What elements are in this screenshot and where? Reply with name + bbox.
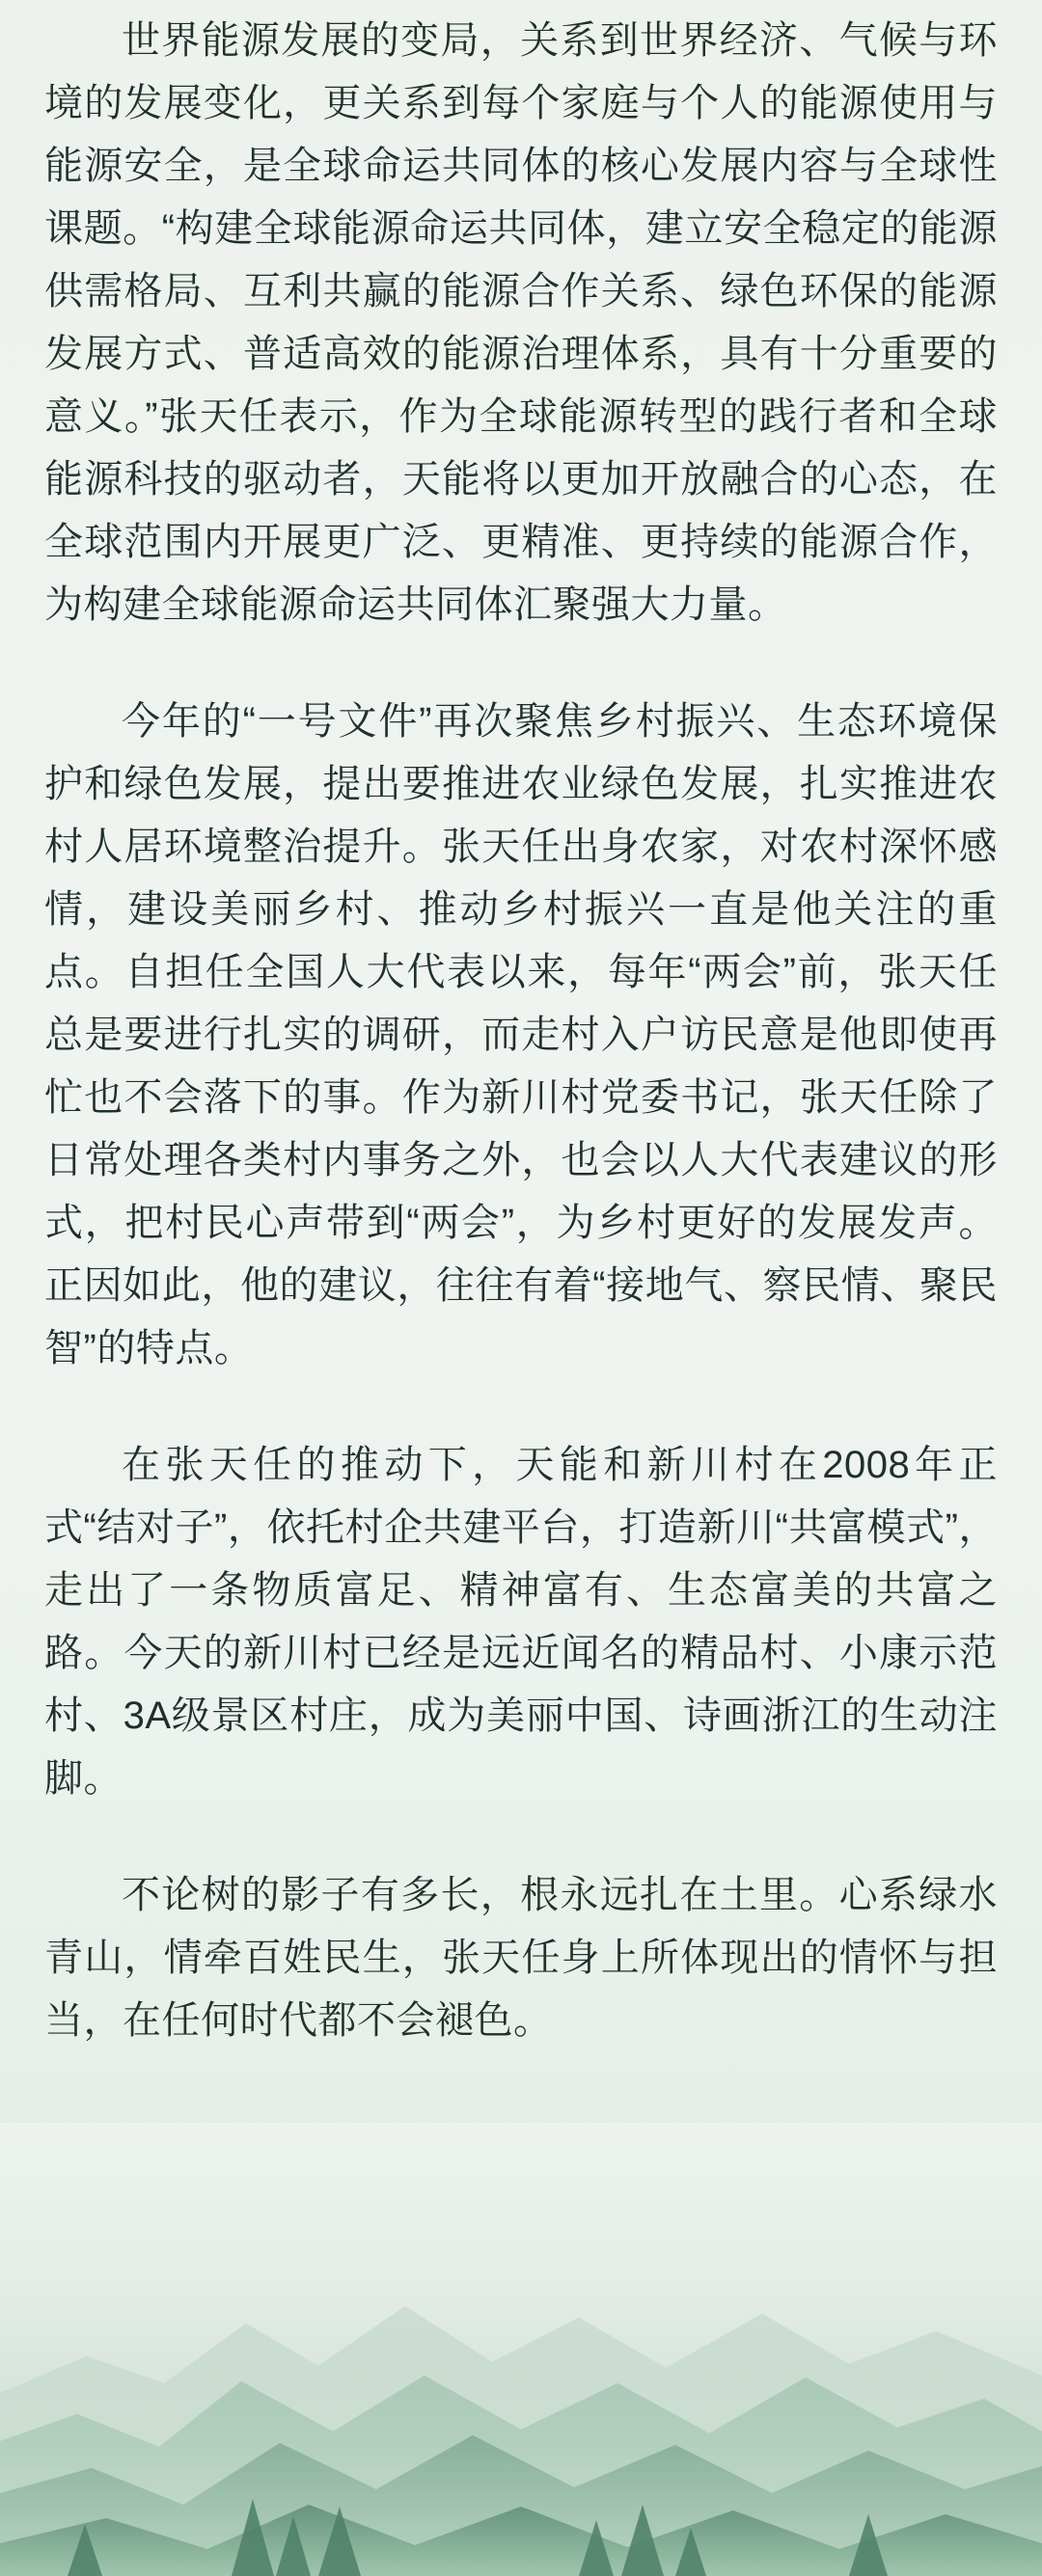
- paragraph-1: 世界能源发展的变局，关系到世界经济、气候与环境的发展变化，更关系到每个家庭与个人的能源使用与能源安全，是全球命运共同体的核心发展内容与全球性课题。“构建全球能源命运共同体，建立安全稳定的能源供需格局、互利共赢的能源合作关系、绿色环保的能源发展方式、普适高效的能源治理体系，具有十分重要的意义。”张天任表示，作为全球能源转型的践行者和全球能源科技的驱动者，天能将以更加开放融合的心态，在全球范围内开展更广泛、更精准、更持续的能源合作，为构建全球能源命运共同体汇聚强大力量。: [44, 19, 998, 626]
- paragraph-3: 在张天任的推动下，天能和新川村在2008年正式“结对子”，依托村企共建平台，打造新川“共富模式”，走出了一条物质富足、精神富有、生态富美的共富之路。今天的新川村已经是远近闻名的精品村、小康示范村、3A级景区村庄，成为美丽中国、诗画浙江的生动注脚。: [44, 1444, 998, 1800]
- paragraph-4: 不论树的影子有多长，根永远扎在土里。心系绿水青山，情牵百姓民生，张天任身上所体现出的情怀与担当，在任何时代都不会褪色。: [44, 1874, 998, 2042]
- paragraph-2: 今年的“一号文件”再次聚焦乡村振兴、生态环境保护和绿色发展，提出要推进农业绿色发展，扎实推进农村人居环境整治提升。张天任出身农家，对农村深怀感情，建设美丽乡村、推动乡村振兴一直是他关注的重点。自担任全国人大代表以来，每年“两会”前，张天任总是要进行扎实的调研，而走村入户访民意是他即使再忙也不会落下的事。作为新川村党委书记，张天任除了日常处理各类村内事务之外，也会以人大代表建议的形式，把村民心声带到“两会”，为乡村更好的发展发声。正因如此，他的建议，往往有着“接地气、察民情、聚民智”的特点。: [44, 700, 998, 1369]
- mist-overlay: [0, 2123, 1042, 2576]
- mountain-illustration: [0, 1978, 1042, 2576]
